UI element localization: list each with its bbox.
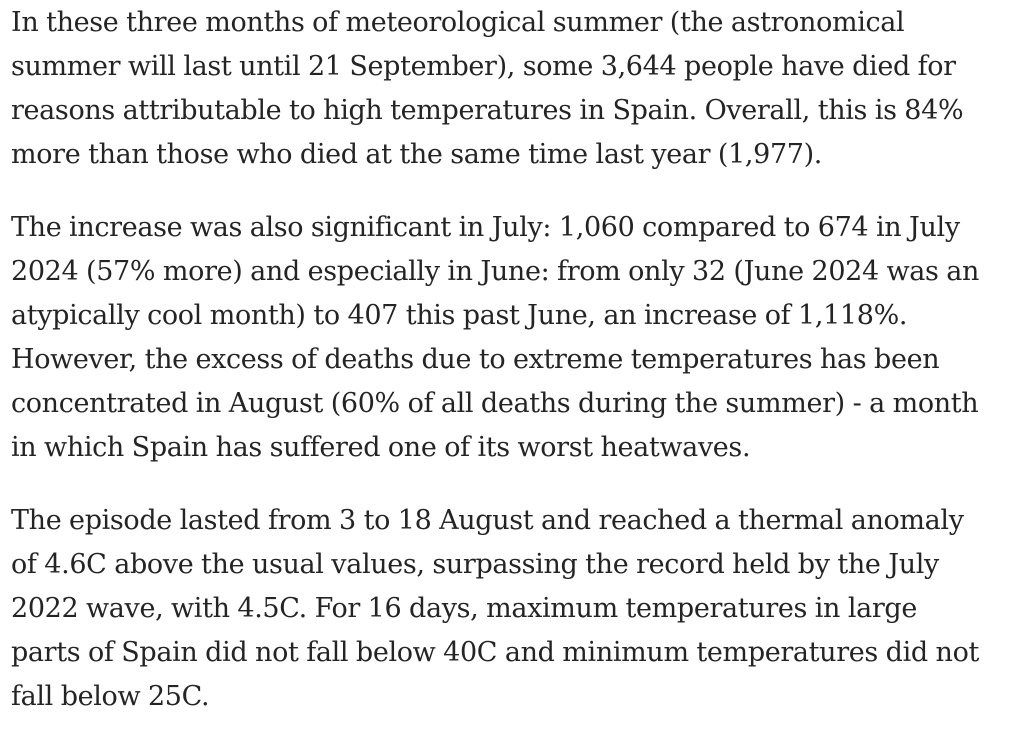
text-line: The episode lasted from 3 to 18 August and reached a thermal anomaly [11, 505, 964, 536]
text-line: more than those who died at the same time last year (1,977). [11, 139, 823, 170]
text-line: fall below 25C. [11, 681, 210, 712]
text-line: 2022 wave, with 4.5C. For 16 days, maximum temperatures in large [11, 593, 917, 624]
text-line: In these three months of meteorological summer (the astronomical [11, 7, 905, 38]
text-line: The increase was also significant in July: 1,060 compared to 674 in July [11, 212, 960, 243]
article-paragraph [11, 499, 979, 719]
text-line: atypically cool month) to 407 this past June, an increase of 1,118%. [11, 300, 908, 331]
text-line: reasons attributable to high temperatures in Spain. Overall, this is 84% [11, 95, 964, 126]
text-line: concentrated in August (60% of all deaths during the summer) - a month [11, 388, 979, 419]
article-paragraph [11, 1, 963, 177]
text-line: of 4.6C above the usual values, surpassing the record held by the July [11, 549, 939, 580]
text-line: parts of Spain did not fall below 40C and minimum temperatures did not [11, 637, 979, 668]
text-line: in which Spain has suffered one of its worst heatwaves. [11, 432, 751, 463]
text-line: 2024 (57% more) and especially in June: from only 32 (June 2024 was an [11, 256, 980, 287]
text-line: However, the excess of deaths due to extreme temperatures has been [11, 344, 940, 375]
article-paragraph [11, 206, 979, 470]
text-line: summer will last until 21 September), some 3,644 people have died for [11, 51, 956, 82]
